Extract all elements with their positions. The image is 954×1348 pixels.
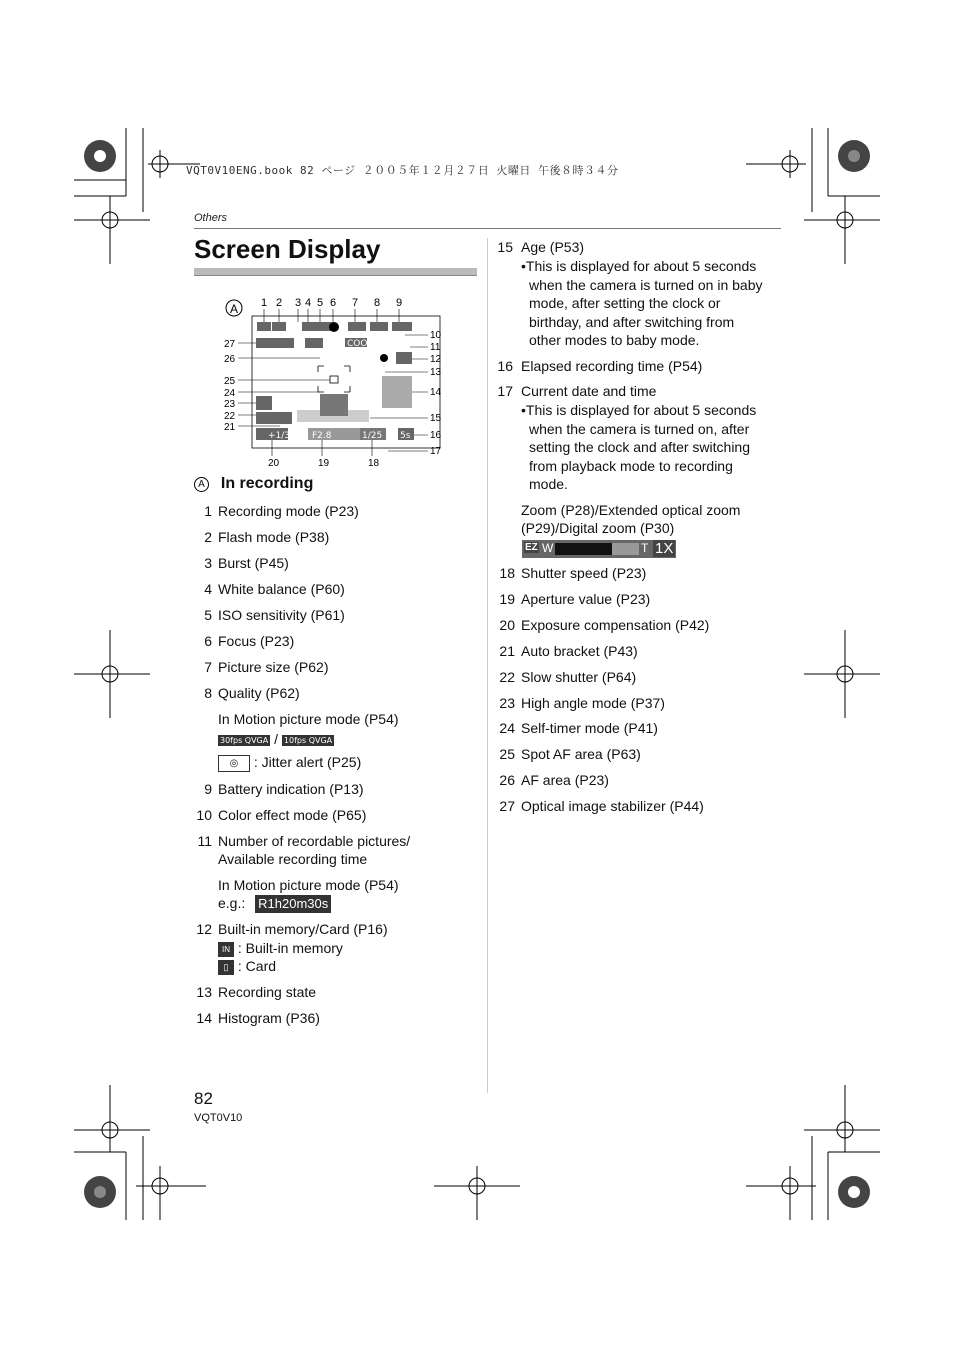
page-code: VQT0V10 (194, 1112, 243, 1124)
item15_bullet-line: other modes to baby mode. (529, 332, 700, 348)
left-item-num: 6 (204, 633, 212, 649)
left-item-num: 7 (204, 659, 212, 675)
diagram-num-19: 19 (318, 458, 330, 469)
left-item-text: White balance (P60) (218, 581, 345, 597)
item-17-num: 17 (497, 383, 513, 399)
left2-item-text: Battery indication (P13) (218, 781, 364, 797)
diagram-num-6: 6 (330, 297, 337, 309)
diagram-num-25: 25 (224, 376, 236, 387)
right-item-text: Slow shutter (P64) (521, 668, 637, 685)
left-item-text: Picture size (P62) (218, 659, 329, 675)
right-item-text: Auto bracket (P43) (521, 642, 638, 659)
motion-note-2: In Motion picture mode (P54) (218, 877, 399, 893)
item15_bullet-line: when the camera is turned on in baby (529, 276, 763, 293)
10fps-qvga-icon: 10fps QVGA (283, 735, 333, 745)
builtin-memory-text: : Built-in memory (237, 940, 343, 956)
screen-shutter: 1/25 (362, 431, 383, 441)
eg-line (218, 894, 331, 913)
item15_bullet-line: mode, after setting the clock or (529, 295, 721, 311)
diagram-num-2: 2 (276, 297, 283, 309)
left2-item-text: Color effect mode (P65) (218, 807, 367, 823)
recording-heading (194, 474, 313, 493)
right-item-num: 27 (499, 798, 515, 815)
screen-cool: COOL (347, 339, 373, 349)
item17_bullet-line: from playback mode to recording (529, 457, 733, 474)
zoom-t-label: T (641, 541, 649, 555)
item17_bullet-line: setting the clock and after switching (529, 439, 751, 455)
right-item-text: Spot AF area (P63) (521, 746, 641, 763)
item11-line2: Available recording time (218, 851, 368, 867)
right-item-text: Shutter speed (P23) (521, 565, 647, 581)
zoom-ez-label: EZ (525, 542, 538, 553)
item-15-num: 15 (497, 239, 513, 255)
right-item-text: AF area (P23) (521, 772, 609, 789)
header-rule (194, 228, 781, 229)
left-item-text: Focus (P23) (218, 633, 295, 649)
right-item-text: Self-timer mode (P41) (521, 720, 658, 737)
diagram-num-1: 1 (261, 297, 268, 309)
left-item-text: ISO sensitivity (P61) (218, 607, 345, 623)
diagram-num-10: 10 (430, 330, 442, 341)
eg-value: R1h20m30s (255, 895, 331, 913)
marker-a: A (194, 477, 209, 492)
screen-diagram (220, 292, 450, 472)
zoom-bar (522, 540, 676, 558)
left2-item-text: Number of recordable pictures/ (218, 833, 411, 849)
right-item-num: 26 (499, 772, 515, 789)
left3-item-num: 13 (196, 984, 212, 1000)
left3-item-text: Histogram (P36) (218, 1010, 320, 1026)
diagram-num-7: 7 (352, 297, 359, 309)
item15_bullet-line: •This is displayed for about 5 seconds (521, 258, 757, 274)
column-separator (487, 238, 488, 1093)
diagram-num-11: 11 (430, 342, 441, 353)
card-text: : Card (237, 958, 277, 974)
left-item-text: Recording mode (P23) (218, 503, 359, 519)
left-item-text: Flash mode (P38) (218, 529, 330, 545)
diagram-num-15: 15 (430, 413, 442, 424)
left3-item-num: 14 (196, 1010, 212, 1026)
zoom-note-1: Zoom (P28)/Extended optical zoom (521, 502, 741, 518)
item-15-text: Age (P53) (521, 239, 585, 255)
left-item-num: 1 (204, 503, 212, 519)
book-header-line: VQT0V10ENG.book 82 ページ ２００５年１２月２７日 火曜日 午後８時３４分 (186, 164, 619, 177)
item17_bullet-line: •This is displayed for about 5 seconds (521, 402, 757, 418)
diagram-num-20: 20 (268, 458, 280, 469)
right-item-text: Optical image stabilizer (P44) (521, 798, 704, 815)
eg-label: e.g.: (218, 895, 246, 911)
jitter-alert (218, 753, 361, 772)
left-item-text: Burst (P45) (218, 555, 289, 571)
builtin-memory (218, 939, 343, 957)
diagram-num-21: 21 (224, 422, 236, 433)
card-icon: ▯ (218, 960, 234, 975)
item15_bullet-line: birthday, and after switching from (529, 313, 735, 330)
diagram-num-23: 23 (224, 399, 236, 410)
right-item-num: 18 (499, 565, 515, 581)
card (218, 957, 276, 975)
diagram-num-18: 18 (368, 458, 380, 469)
left-item-num: 3 (204, 555, 212, 571)
right-item-num: 24 (499, 720, 515, 737)
motion-icons (218, 730, 334, 748)
diagram-num-4: 4 (305, 297, 312, 309)
right-item-num: 21 (499, 642, 515, 659)
30fps-qvga-icon: 30fps QVGA (220, 735, 269, 745)
right-item-num: 22 (499, 668, 515, 685)
motion-note: In Motion picture mode (P54) (218, 711, 399, 727)
right-item-num: 23 (499, 694, 515, 711)
item-12-num: 12 (196, 921, 212, 937)
right-item-text: Exposure compensation (P42) (521, 616, 710, 633)
diagram-num-14: 14 (430, 387, 442, 398)
diagram-marker-a: A (230, 302, 239, 316)
item17_bullet-line: mode. (529, 476, 568, 492)
diagram-num-27: 27 (224, 339, 236, 350)
zoom-track (555, 543, 639, 555)
builtin-memory-icon: IN (218, 942, 234, 957)
left-item-text: Quality (P62) (218, 685, 300, 701)
diagram-num-16: 16 (430, 430, 442, 441)
left-item-num: 5 (204, 607, 212, 623)
diagram-num-17: 17 (430, 446, 442, 457)
left-item-num: 8 (204, 685, 212, 701)
page-number: 82 (194, 1089, 213, 1108)
screen-aperture: F2.8 (312, 431, 332, 441)
screen-remaining: 3 (404, 341, 410, 351)
item17_bullet-line: when the camera is turned on, after (529, 420, 750, 437)
item-16-num: 16 (497, 358, 513, 374)
screen-elapsed: 5s (400, 431, 411, 441)
diagram-num-9: 9 (396, 297, 403, 309)
page-title: Screen Display (194, 234, 381, 264)
left-item-num: 2 (204, 529, 212, 545)
diagram-num-24: 24 (224, 388, 236, 399)
title-underline-bar (194, 268, 477, 276)
left2-item-num: 9 (204, 781, 212, 797)
left3-item-text: Recording state (218, 984, 317, 1000)
diagram-num-13: 13 (430, 367, 442, 378)
right-item-num: 25 (499, 746, 515, 763)
jitter-alert-text: : Jitter alert (P25) (253, 754, 362, 770)
item-12-text: Built-in memory/Card (P16) (218, 921, 388, 937)
left-item-num: 4 (204, 581, 212, 597)
diagram-num-12: 12 (430, 354, 442, 365)
diagram-num-3: 3 (295, 297, 302, 309)
diagram-num-5: 5 (317, 297, 324, 309)
right-item-text: Aperture value (P23) (521, 590, 651, 607)
zoom-fill (555, 543, 612, 555)
item-16-text: Elapsed recording time (P54) (521, 358, 703, 374)
item-17-text: Current date and time (521, 383, 657, 399)
recording-heading-label: In recording (220, 475, 314, 492)
zoom-x-label: 1X (655, 540, 674, 557)
right-item-text: High angle mode (P37) (521, 694, 665, 711)
left2-item-num: 10 (196, 807, 212, 823)
diagram-num-26: 26 (224, 354, 236, 365)
zoom-w-label: W (542, 541, 554, 555)
section-label: Others (194, 212, 228, 224)
zoom-note-2: (P29)/Digital zoom (P30) (521, 520, 675, 536)
left2-item-num: 11 (197, 833, 212, 849)
screen-ev: +1/3 (268, 431, 291, 441)
motion-icon-separator: / (274, 731, 279, 747)
right-item-num: 20 (499, 616, 515, 633)
diagram-num-8: 8 (374, 297, 381, 309)
jitter-alert-icon: ◎ (218, 755, 250, 772)
diagram-num-22: 22 (224, 411, 236, 422)
right-item-num: 19 (499, 590, 515, 607)
